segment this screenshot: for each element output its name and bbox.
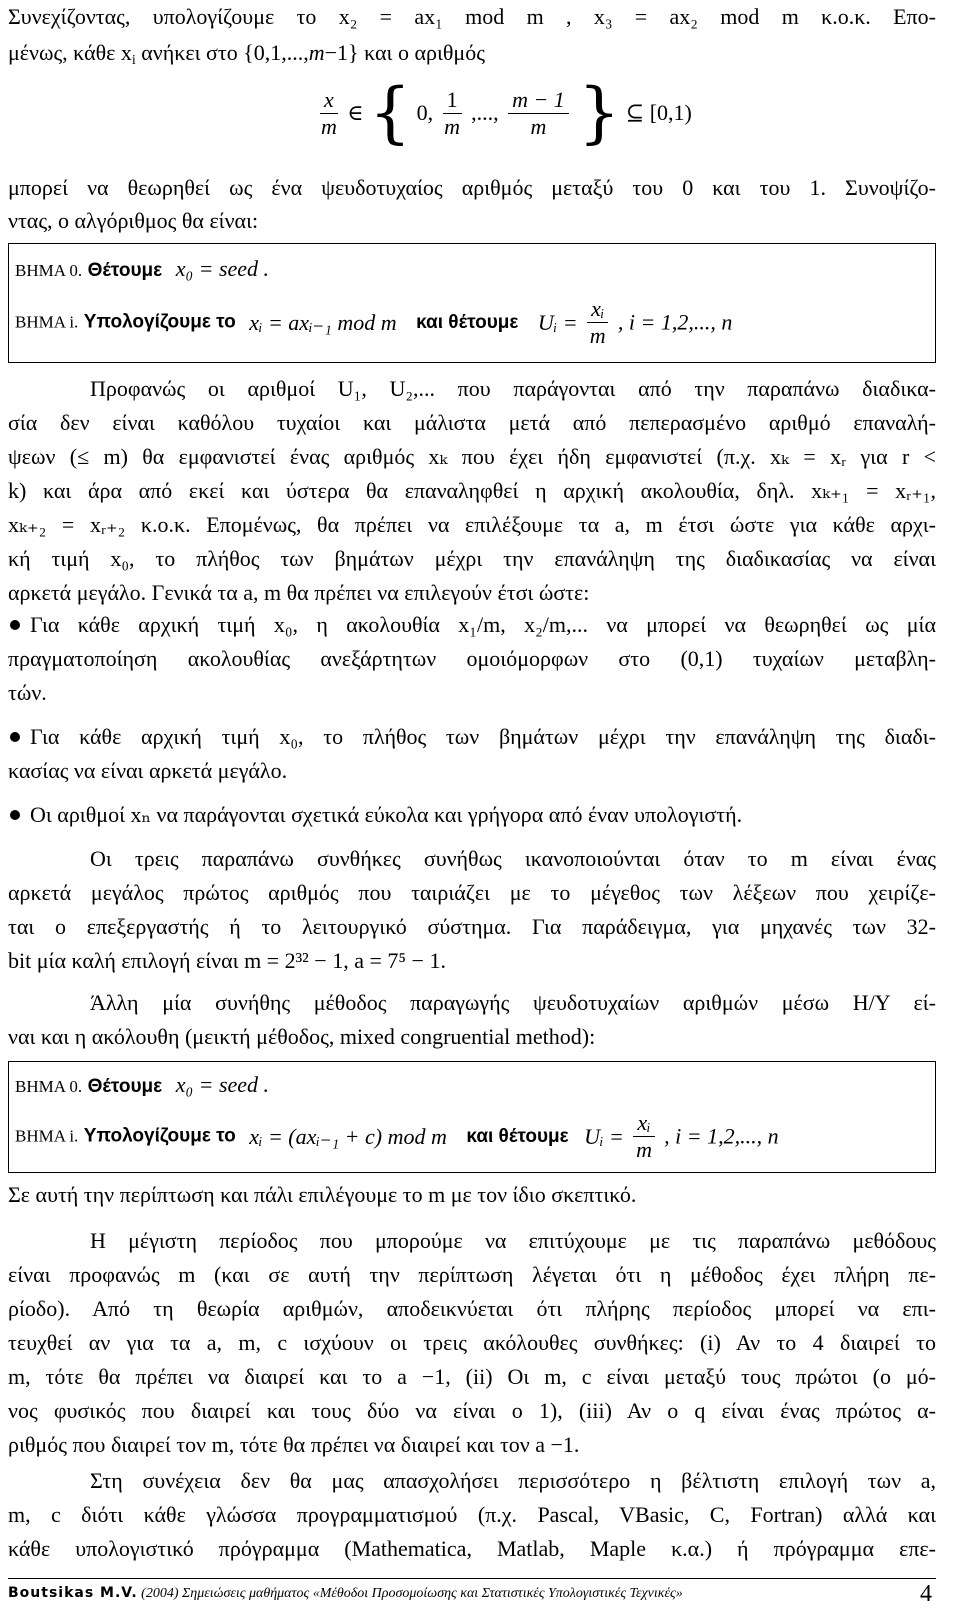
text-line: νος φυσικός που διαιρεί και τους δύο να είναι ο 1), (iii) Αν ο q είναι ένας πρώτος α- bbox=[8, 1398, 936, 1423]
algorithm-box bbox=[8, 243, 936, 363]
text-line: Οι αριθμοί xₙ να παράγονται σχετικά εύκολα και γρήγορα από έναν υπολογιστή. bbox=[30, 802, 743, 827]
step-i: ΒΗΜΑ i. Υπολογίζουμε το xᵢ = (axᵢ₋₁ + c) mod m και θέτουμε Uᵢ = $\frac{\text{xᵢ}}{m}$ , i = 1,2,..., n bbox=[15, 1110, 779, 1162]
fraction: $\frac{\text{xᵢ}}{m}$ bbox=[633, 1110, 654, 1163]
text-line: ται ο επεξεργαστής ή το λειτουργικό σύστημα. Για παράδειγμα, για μηχανές των 32- bbox=[8, 914, 936, 939]
set-element: ,..., bbox=[471, 100, 499, 125]
text-line: Σε αυτή την περίπτωση και πάλι επιλέγουμε το m με τον ίδιο σκεπτικό. bbox=[8, 1182, 637, 1207]
text-span: ανήκει στο {0,1,..., bbox=[135, 40, 309, 65]
text-line: μπορεί να θεωρηθεί ως ένα ψευδοτυχαίος αριθμός μεταξύ του 0 και του 1. Συνοψίζο- bbox=[8, 175, 936, 200]
step-i: ΒΗΜΑ i. Υπολογίζουμε το xᵢ = axᵢ₋₁ mod m και θέτουμε Uᵢ = $\frac{\text{xᵢ}}{m}$ , i = 1,2,..., n bbox=[15, 296, 733, 348]
text-line: bit μία καλή επιλογή είναι m = 2³² − 1, a = 7⁵ − 1. bbox=[8, 948, 446, 973]
footer-author: Boutsikas M.V. bbox=[8, 1585, 138, 1601]
set-element: 0, bbox=[416, 100, 434, 125]
text-line: ρίοδο). Από τη θεωρία αριθμών, αποδεικνύεται ότι πλήρης περίοδος μπορεί να επι- bbox=[8, 1296, 936, 1321]
paragraph-4 bbox=[8, 842, 936, 978]
text-line: xₖ₊₂ = xᵣ₊₂ κ.ο.κ. Επομένως, θα πρέπει να επιλέξουμε τα a, m έτσι ώστε για κάθε αρχι- bbox=[8, 512, 936, 537]
algorithm-box bbox=[8, 1061, 936, 1173]
interval: [0,1) bbox=[649, 100, 692, 125]
list-item bbox=[8, 608, 936, 710]
fraction: $\frac{m - 1}{m}$ bbox=[508, 87, 569, 140]
text-line: αρκετά μεγάλο. Γενικά τα a, m θα πρέπει να επιλεγούν έτσι ώστε: bbox=[8, 580, 590, 605]
text-line: τευχθεί αν για τα a, m, c ισχύουν οι τρεις ακόλουθες συνθήκες: (i) Αν το 4 διαιρεί το bbox=[8, 1330, 936, 1355]
text-line: ψεων (≤ m) θα εμφανιστεί ένας αριθμός xₖ που έχει ήδη εμφανιστεί (π.χ. xₖ = xᵣ για r < bbox=[8, 444, 936, 469]
footer-citation bbox=[8, 1585, 683, 1602]
fraction: $\frac{\text{xᵢ}}{m}$ bbox=[587, 296, 608, 349]
text-line: Για κάθε αρχική τιμή x₀, το πλήθος των βημάτων μέχρι την επανάληψη της διαδι- bbox=[30, 724, 936, 749]
paragraph-3 bbox=[8, 372, 936, 610]
text-line: m, c διότι κάθε γλώσσα προγραμματισμού (π.χ. Pascal, VBasic, C, Fortran) αλλά και bbox=[8, 1502, 936, 1527]
page-footer bbox=[8, 1578, 936, 1607]
text-line: Στη συνέχεια δεν θα μας απασχολήσει περισσότερο η βέλτιστη επιλογή των a, bbox=[90, 1468, 936, 1493]
bullet-icon bbox=[10, 620, 20, 630]
set-equation: $\frac{x}{m}$ ∈ { 0, $\frac{1}{m}$ ,..., $\frac{m - 1}{m}$ } ⊆ [0,1) bbox=[320, 74, 692, 151]
text-line: κάθε υπολογιστικό πρόγραμμα (Mathematica, Matlab, Maple κ.α.) ή πρόγραμμα επε- bbox=[8, 1536, 936, 1561]
text-line: πραγματοποίηση ακολουθίας ανεξάρτητων ομοιόμορφων στο (0,1) τυχαίων μεταβλη- bbox=[8, 646, 936, 671]
text-line: m, τότε θα πρέπει να διαιρεί και το a −1, (ii) Οι m, c είναι μεταξύ τους πρώτοι (ο μό- bbox=[8, 1364, 936, 1389]
text-span: −1} και ο αριθμός bbox=[324, 40, 485, 65]
page-number: 4 bbox=[920, 1581, 932, 1607]
text-line: μένως, κάθε $x_i$ ανήκει στο {0,1,...,m−1} και ο αριθμός bbox=[8, 40, 485, 68]
text-line: Προφανώς οι αριθμοί U₁, U₂,... που παράγονται από την παραπάνω διαδικα- bbox=[90, 376, 936, 401]
bullet-icon bbox=[10, 732, 20, 742]
step-0: ΒΗΜΑ 0. Θέτουμε x₀ = seed . bbox=[15, 256, 270, 281]
step-0: ΒΗΜΑ 0. Θέτουμε x₀ = seed . bbox=[15, 1072, 270, 1097]
list-item bbox=[8, 798, 936, 832]
text-line: τών. bbox=[8, 680, 47, 705]
text-span: μένως, κάθε x bbox=[8, 40, 132, 65]
paragraph-5 bbox=[8, 986, 936, 1054]
bullet-icon bbox=[10, 810, 20, 820]
text-line: ντας, ο αλγόριθμος θα είναι: bbox=[8, 208, 259, 233]
paragraph-7 bbox=[8, 1224, 936, 1462]
footer-reference: (2004) Σημειώσεις μαθήματος «Μέθοδοι Προσομοίωσης και Στατιστικές Υπολογιστικές Τεχνικές» bbox=[137, 1586, 683, 1601]
text-line: αρκετά μεγάλος πρώτος αριθμός που ταιριάζει με το μέγεθος των λέξεων που χειρίζε- bbox=[8, 880, 936, 905]
text-line: σία δεν είναι καθόλου τυχαίοι και μάλιστα μετά από πεπερασμένο αριθμό επαναλή- bbox=[8, 410, 936, 435]
text-line: ριθμός που διαιρεί τον m, τότε θα πρέπει να διαιρεί και τον a −1. bbox=[8, 1432, 580, 1457]
bullet-list bbox=[8, 608, 936, 832]
fraction: $\frac{1}{m}$ bbox=[444, 86, 460, 139]
fraction: $\frac{x}{m}$ bbox=[320, 86, 337, 139]
paragraph-8 bbox=[8, 1464, 936, 1566]
text-line: είναι προφανώς m (και σε αυτή την περίπτωση λέγεται ότι η μέθοδος έχει πλήρη πε- bbox=[8, 1262, 936, 1287]
text-line: Συνεχίζοντας, υπολογίζουμε το x₂ = ax₁ mod m , x₃ = ax₂ mod m κ.ο.κ. Επο- bbox=[8, 4, 936, 29]
text-line: κή τιμή x₀, το πλήθος των βημάτων μέχρι την επανάληψη της διαδικασίας να είναι bbox=[8, 546, 936, 571]
text-line: k) και άρα από εκεί και ύστερα θα επαναληφθεί η αρχική ακολουθία, δηλ. xₖ₊₁ = xᵣ₊₁, bbox=[8, 478, 936, 503]
text-line: Άλλη μία συνήθης μέθοδος παραγωγής ψευδοτυχαίων αριθμών μέσω Η/Υ εί- bbox=[90, 990, 936, 1015]
list-item bbox=[8, 720, 936, 788]
text-line: Για κάθε αρχική τιμή x₀, η ακολουθία x₁/m, x₂/m,... να μπορεί να θεωρηθεί ως μία bbox=[30, 612, 936, 637]
text-line: Η μέγιστη περίοδος που μπορούμε να επιτύχουμε με τις παραπάνω μεθόδους bbox=[90, 1228, 936, 1253]
text-line: κασίας να είναι αρκετά μεγάλο. bbox=[8, 758, 288, 783]
text-line: ναι και η ακόλουθη (μεικτή μέθοδος, mixed congruential method): bbox=[8, 1024, 596, 1049]
text-line: Οι τρεις παραπάνω συνθήκες συνήθως ικανοποιούνται όταν το m είναι ένας bbox=[90, 846, 936, 871]
